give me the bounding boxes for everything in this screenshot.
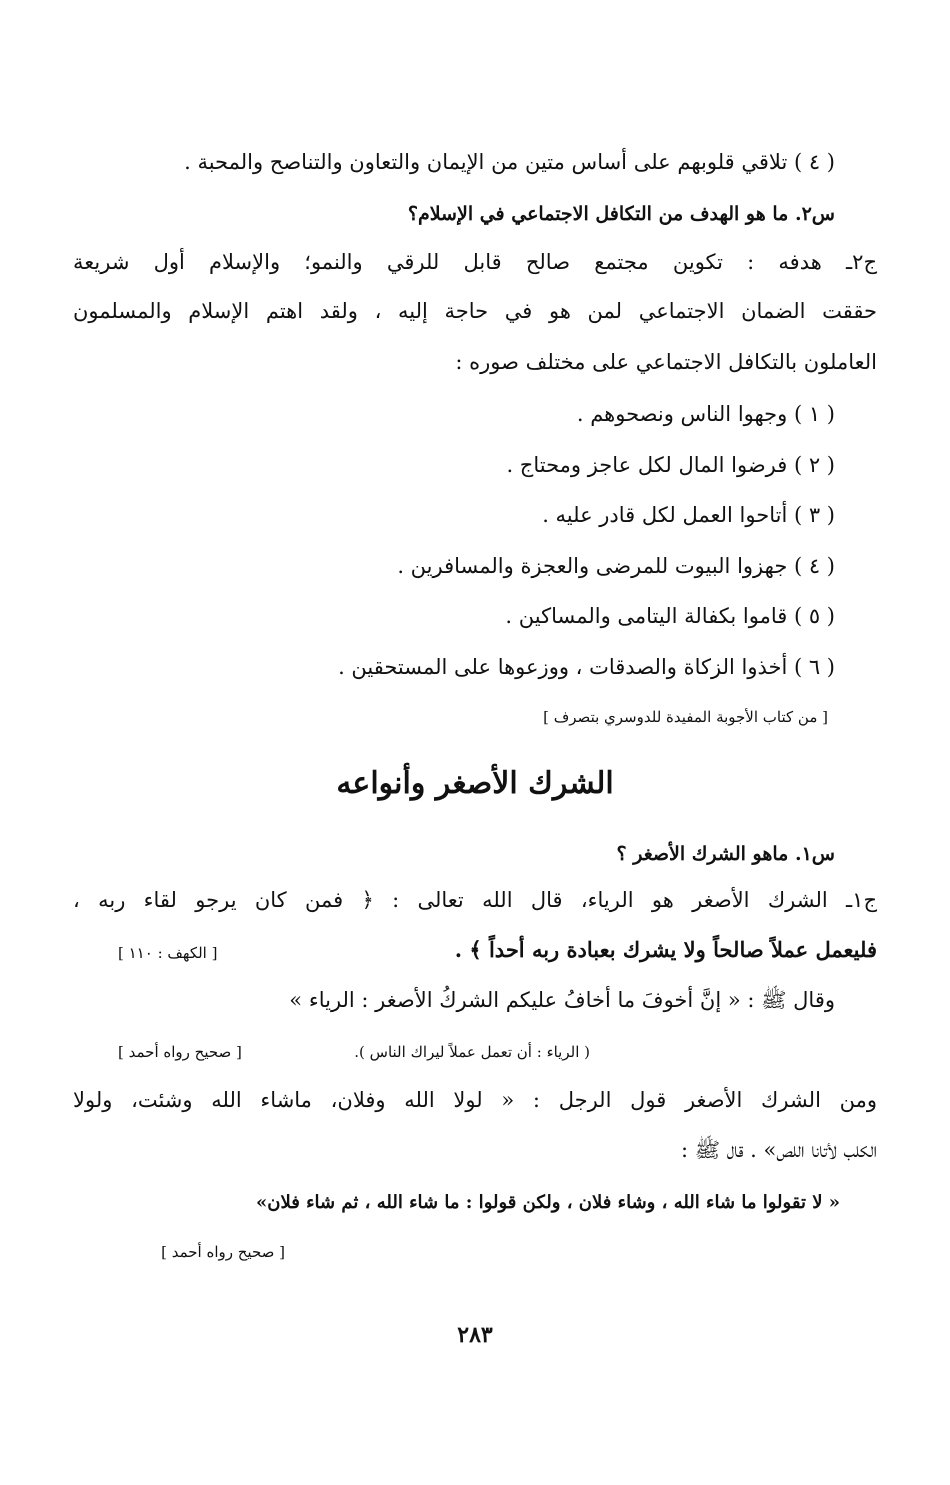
- question-heading: س٢. ما هو الهدف من التكافل الاجتماعي في الإسلام؟: [407, 203, 835, 225]
- page-number: ٢٨٣: [457, 1322, 493, 1348]
- answer-paragraph-line: العاملون بالتكافل الاجتماعي على مختلف صوره :: [455, 350, 877, 374]
- paragraph-line: ومن الشرك الأصغر قول الرجل : « لولا الله وفلان، ماشاء الله وشئت، ولولا: [73, 1088, 877, 1112]
- list-item: ( ٦ ) أخذوا الزكاة والصدقات ، ووزعوها على المستحقين .: [338, 655, 835, 679]
- answer-paragraph-line: ج١ـ الشرك الأصغر هو الرياء، قال الله تعالى : ﴿ فمن كان يرجو لقاء ربه ،: [73, 888, 877, 912]
- paragraph-line: الكلب لأتانا اللص» . قال ﷺ :: [680, 1138, 877, 1162]
- answer-paragraph-line: حققت الضمان الاجتماعي لمن هو في حاجة إليه ، ولقد اهتم الإسلام والمسلمون: [73, 299, 877, 323]
- list-item: ( ٤ ) جهزوا البيوت للمرضى والعجزة والمسافرين .: [397, 554, 835, 578]
- list-item: ( ٥ ) قاموا بكفالة اليتامى والمساكين .: [505, 604, 835, 628]
- list-item: ( ١ ) وجهوا الناس ونصحوهم .: [576, 402, 835, 426]
- source-citation: [ من كتاب الأجوبة المفيدة للدوسري بتصرف ]: [543, 708, 828, 726]
- hadith-quote: « لا تقولوا ما شاء الله ، وشاء فلان ، ولكن قولوا : ما شاء الله ، ثم شاء فلان»: [256, 1192, 840, 1213]
- answer-paragraph-line: ج٢ـ هدفه : تكوين مجتمع صالح قابل للرقي والنمو؛ والإسلام أول شريعة: [73, 250, 877, 274]
- question-heading: س١. ماهو الشرك الأصغر ؟: [616, 843, 835, 865]
- list-item: ( ٤ ) تلاقي قلوبهم على أساس متين من الإيمان والتعاون والتناصح والمحبة .: [184, 150, 835, 174]
- section-title: الشرك الأصغر وأنواعه: [336, 766, 614, 801]
- quran-reference: [ الكهف : ١١٠ ]: [118, 944, 218, 962]
- list-item: ( ٣ ) أتاحوا العمل لكل قادر عليه .: [542, 503, 835, 527]
- list-item: ( ٢ ) فرضوا المال لكل عاجز ومحتاج .: [506, 453, 835, 477]
- hadith-quote: وقال ﷺ : « إنَّ أخوفَ ما أخافُ عليكم الشركُ الأصغر : الرياء »: [289, 988, 835, 1012]
- definition-note: ( الرياء : أن تعمل عملاً ليراك الناس ).: [354, 1043, 590, 1061]
- quran-verse: فليعمل عملاً صالحاً ولا يشرك بعبادة ربه أحداً ﴾ .: [454, 937, 877, 962]
- hadith-reference: [ صحيح رواه أحمد ]: [118, 1043, 242, 1061]
- hadith-reference: [ صحيح رواه أحمد ]: [161, 1243, 285, 1261]
